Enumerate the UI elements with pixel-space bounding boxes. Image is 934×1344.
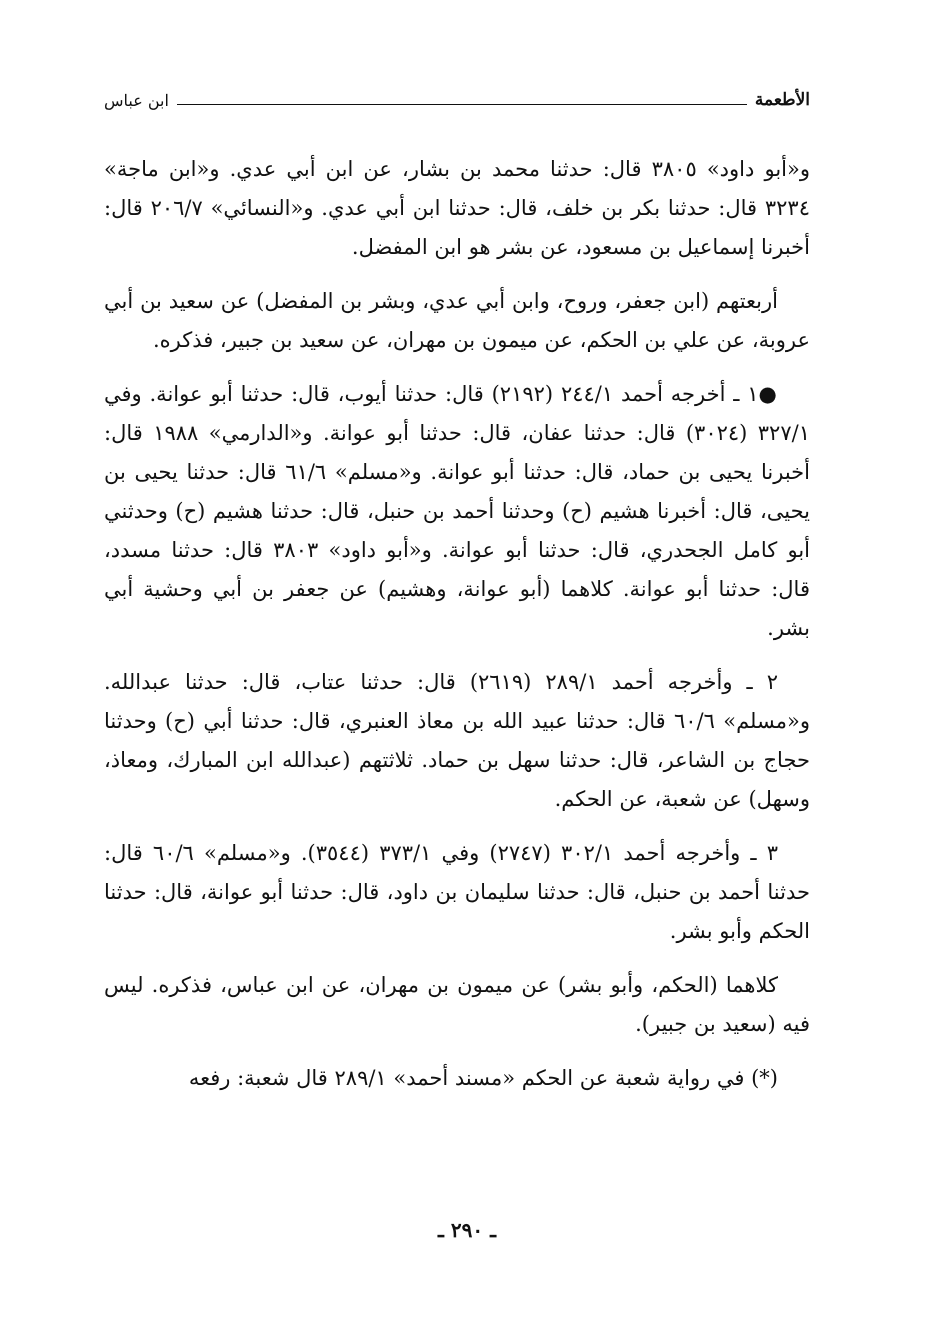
chapter-title: الأطعمة	[754, 90, 810, 110]
paragraph-1: و«أبو داود» ٣٨٠٥ قال: حدثنا محمد بن بشار، عن ابن أبي عدي. و«ابن ماجة» ٣٢٣٤ قال: حدثنا بكر بن خلف، قال: حدثنا ابن أبي عدي. و«النسائي» ٢٠٦/٧ قال: أخبرنا إسماعيل بن مسعود، عن بشر هو ابن المفضل.	[104, 157, 810, 259]
paragraph-6: كلاهما (الحكم، وأبو بشر) عن ميمون بن مهران، عن ابن عباس، فذكره. ليس فيه (سعيد بن جبير).	[104, 973, 810, 1036]
paragraph-3: ●١ ـ أخرجه أحمد ٢٤٤/١ (٢١٩٢) قال: حدثنا أيوب، قال: حدثنا أبو عوانة. وفي ٣٢٧/١ (٣٠٢٤) قال: حدثنا عفان، قال: حدثنا أبو عوانة. و«الدارمي» ١٩٨٨ قال: أخبرنا يحيى بن حماد، قال: حدثنا أبو عوانة. و«مسلم» ٦١/٦ قال: حدثنا يحيى بن يحيى، قال: أخبرنا هشيم (ح) وحدثنا أحمد بن حنبل، قال: حدثنا هشيم (ح) وحدثني أبو كامل الجحدري، قال: حدثنا أبو عوانة. و«أبو داود» ٣٨٠٣ قال: حدثنا مسدد، قال: حدثنا أبو عوانة. كلاهما (أبو عوانة، وهشيم) عن جعفر بن أبي وحشية أبي بشر.	[104, 382, 810, 640]
paragraph-7: (*) في رواية شعبة عن الحكم «مسند أحمد» ٢٨٩/١ قال شعبة: رفعه	[188, 1066, 778, 1090]
running-header	[104, 86, 810, 114]
header-rule	[177, 104, 747, 105]
paragraph-4: ٢ ـ وأخرجه أحمد ٢٨٩/١ (٢٦١٩) قال: حدثنا عتاب، قال: حدثنا عبدالله. و«مسلم» ٦٠/٦ قال: حدثنا عبيد الله بن معاذ العنبري، قال: حدثنا أبي (ح) وحدثنا حجاج بن الشاعر، قال: حدثنا سهل بن حماد. ثلاثتهم (عبدالله ابن المبارك، ومعاذ، وسهل) عن شعبة، عن الحكم.	[104, 670, 810, 811]
page-number: ـ ٢٩٠ ـ	[438, 1218, 496, 1242]
body-text	[104, 150, 810, 1113]
paragraph-2: أربعتهم (ابن جعفر، وروح، وابن أبي عدي، وبشر بن المفضل) عن سعيد بن أبي عروبة، عن علي بن الحكم، عن ميمون بن مهران، عن سعيد بن جبير، فذكره.	[104, 289, 810, 352]
section-title: ابن عباس	[104, 90, 169, 110]
paragraph-5: ٣ ـ وأخرجه أحمد ٣٠٢/١ (٢٧٤٧) وفي ٣٧٣/١ (٣٥٤٤). و«مسلم» ٦٠/٦ قال: حدثنا أحمد بن حنبل، قال: حدثنا سليمان بن داود، قال: حدثنا أبو عوانة، قال: حدثنا الحكم وأبو بشر.	[104, 841, 810, 943]
